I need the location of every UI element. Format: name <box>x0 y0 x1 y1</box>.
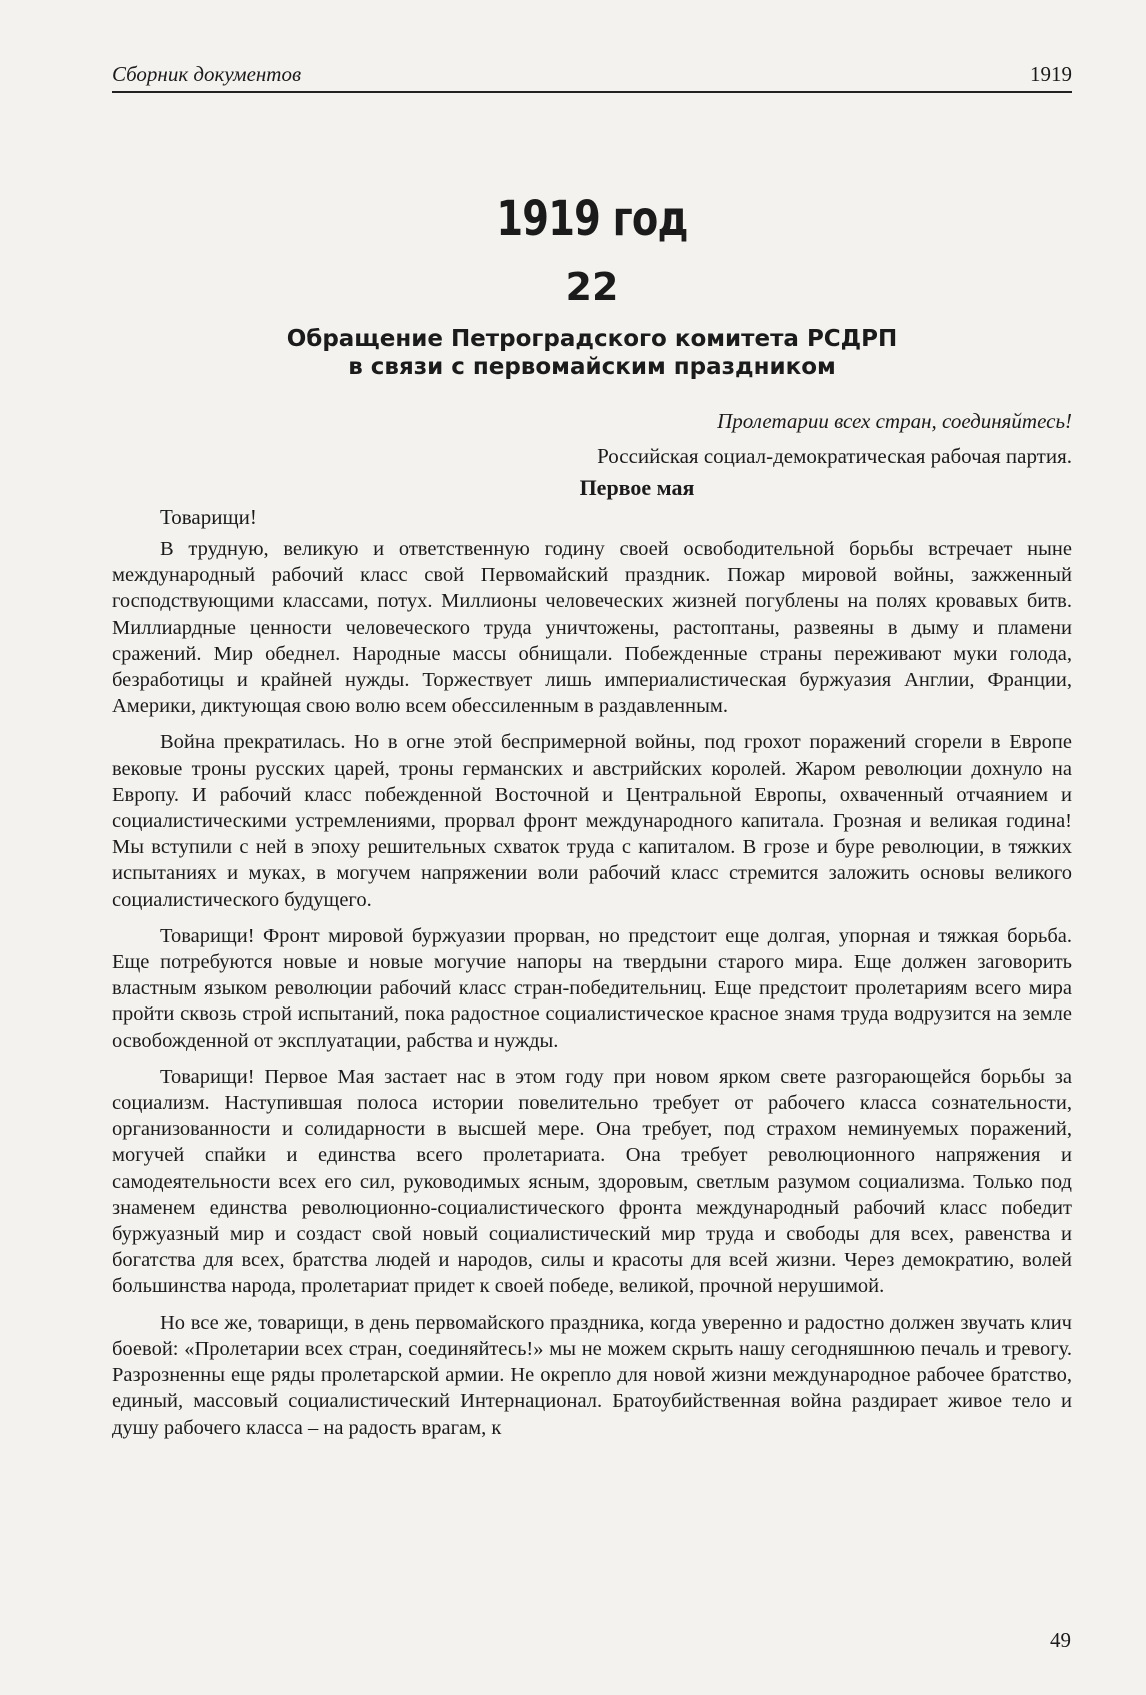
document-number: 22 <box>565 265 619 309</box>
document-title <box>112 325 1072 381</box>
section-heading: 1919 год <box>496 191 688 247</box>
header-year: 1919 <box>1030 62 1072 86</box>
collection-title: Сборник документов <box>112 62 302 86</box>
document-title-line: Обращение Петроградского комитета РСДРП <box>286 326 898 352</box>
document-title-line: в связи с первомайским праздником <box>348 354 836 380</box>
body-text <box>112 536 1072 1441</box>
document-page <box>112 62 1072 1451</box>
day-heading: Первое мая <box>579 475 695 500</box>
paragraph: Но все же, товарищи, в день первомайского праздника, когда уверенно и радостно должен звучать клич боевой: «Пролетарии всех стран, соединяйтесь!» мы не можем скрыть нашу сегодняшнюю печаль и тревогу. Разрозненны еще ряды пролетарской армии. Не окрепло для новой жизни международное рабочее братство, единый, массовый социалистический Интернационал. Братоубийственная война раздирает живое тело и душу рабочего класса – на радость врагам, к <box>112 1311 1072 1439</box>
greeting: Товарищи! <box>160 505 257 529</box>
party-name: Российская социал-демократическая рабочая партия. <box>597 444 1072 468</box>
motto: Пролетарии всех стран, соединяйтесь! <box>717 409 1072 433</box>
page-number: 49 <box>1050 1628 1071 1652</box>
paragraph: Товарищи! Первое Мая застает нас в этом году при новом ярком свете разгорающейся борьбы за социализм. Наступившая полоса истории повелительно требует от рабочего класса сознательности, организованности и солидарности в высшей мере. Она требует, под страхом неминуемых поражений, могучей спайки и единства всего пролетариата. Она требует революционного напряжения и самодеятельности всех его сил, руководимых ясным, здоровым, светлым разумом социализма. Только под знаменем единства революционно-социалистического фронта международный рабочий класс победит буржуазный мир и создаст свой новый социалистический мир труда и свободы для всех, равенства и богатства для всех, братства людей и народов, силы и красоты для всей жизни. Через демократию, волей большинства народа, пролетариат придет к своей победе, великой, прочной нерушимой. <box>112 1065 1072 1298</box>
paragraph: В трудную, великую и ответственную годину своей освободительной борьбы встречает ныне международный рабочий класс свой Первомайский праздник. Пожар мировой войны, зажженный господствующими классами, потух. Миллионы человеческих жизней погублены на полях кровавых битв. Миллиардные ценности человеческого труда уничтожены, растоптаны, развеяны в дыму и пламени сражений. Мир обеднел. Народные массы обнищали. Побежденные страны переживают муки голода, безработицы и крайней нужды. Торжествует лишь империалистическая буржуазия Англии, Франции, Америки, диктующая свою волю всем обессиленным в раздавленным. <box>112 538 1072 718</box>
paragraph: Товарищи! Фронт мировой буржуазии прорван, но предстоит еще долгая, упорная и тяжкая борьба. Еще потребуются новые и новые могучие напоры на твердыни старого мира. Еще должен заговорить властным языком революции рабочий класс стран-победительниц. Еще предстоит пролетариям всего мира пройти сквозь строй испытаний, пока радостное социалистическое красное знамя труда водрузится на земле освобожденной от эксплуатации, рабства и нужды. <box>112 924 1072 1052</box>
paragraph: Война прекратилась. Но в огне этой беспримерной войны, под грохот поражений сгорели в Европе вековые троны русских царей, троны германских и австрийских королей. Жаром революции дохнуло на Европу. И рабочий класс побежденной Восточной и Центральной Европы, охваченный отчаянием и социалистическими устремлениями, прорвал фронт международного капитала. Грозная и великая година! Мы вступили с ней в эпоху решительных схваток труда с капиталом. В грозе и буре революции, в тяжких испытаниях и муках, в могучем напряжении воли рабочий класс стремится заложить основы великого социалистического будущего. <box>112 731 1072 911</box>
running-header <box>112 62 1072 93</box>
